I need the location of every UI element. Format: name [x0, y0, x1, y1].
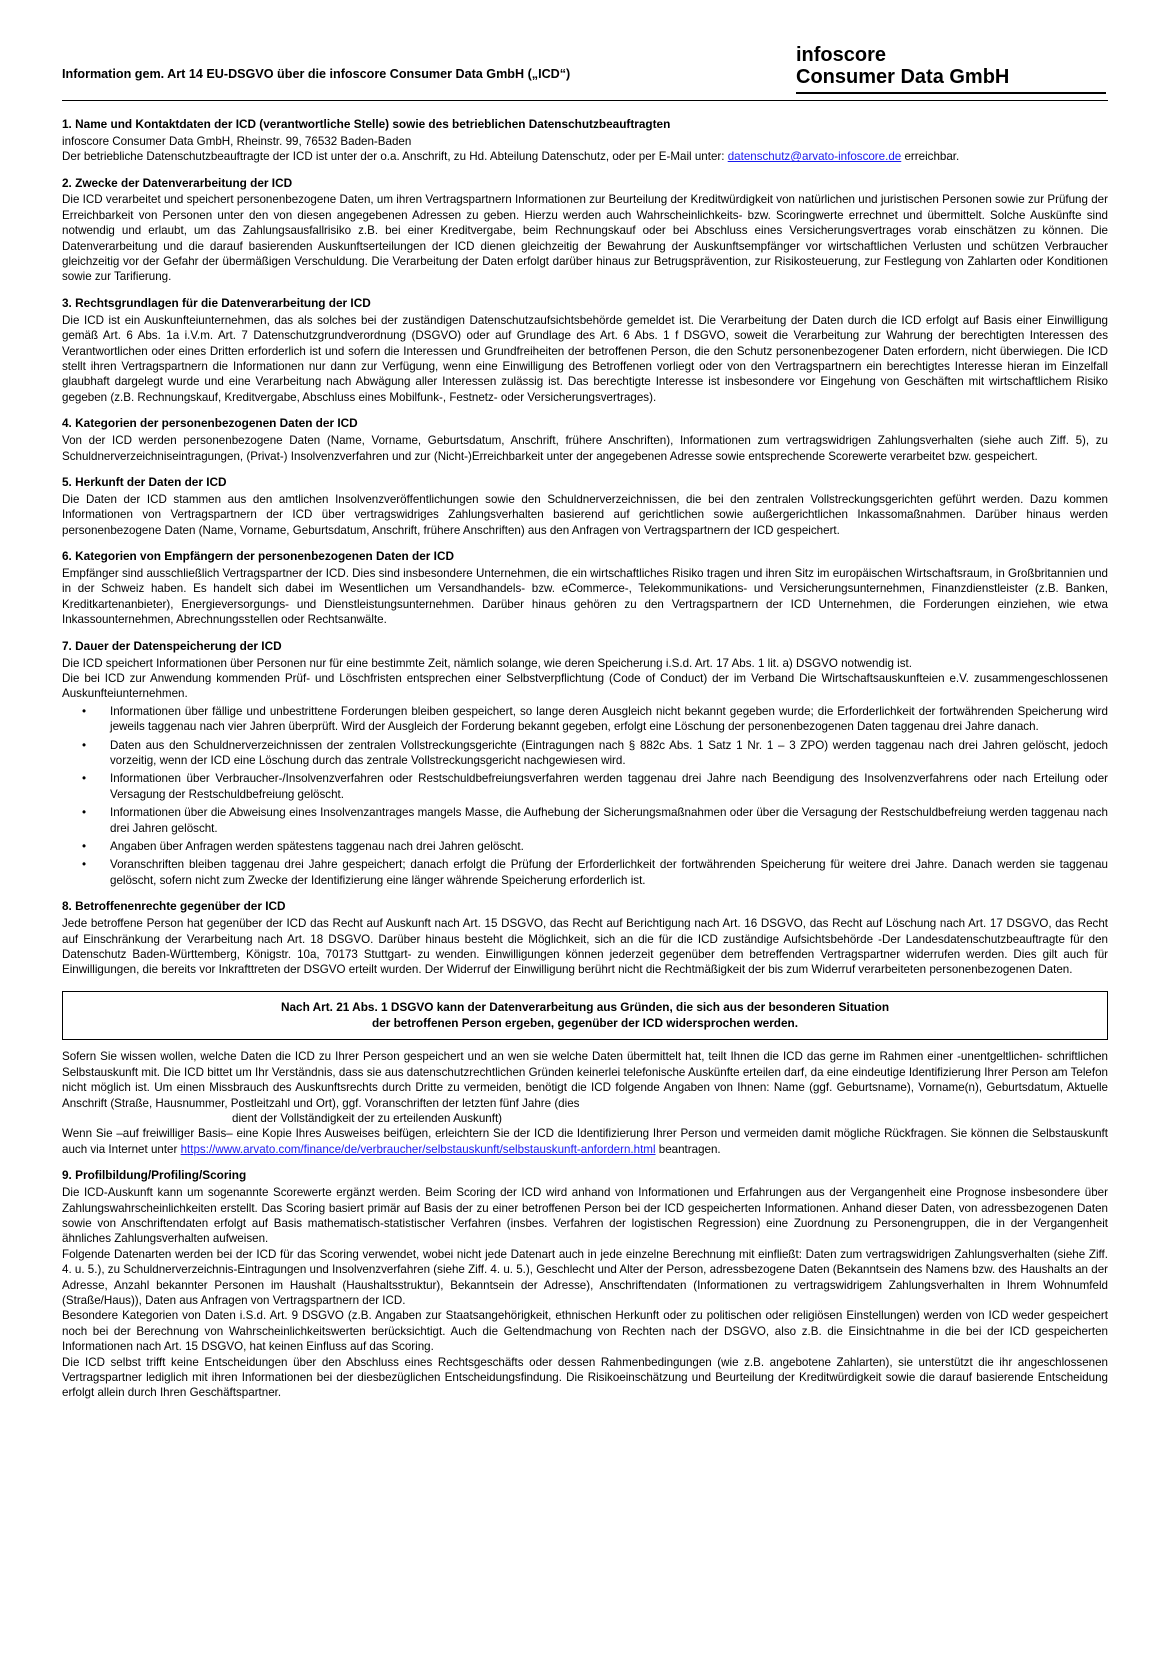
- contact-suffix-text: erreichbar.: [901, 150, 960, 164]
- section-9-text-1: Die ICD-Auskunft kann um sogenannte Scorewerte ergänzt werden. Beim Scoring der ICD wird anhand von Informationen und Erfahrungen aus der Vergangenheit eine Prognose insbesondere über Zahlungswahrscheinlichkeiten erstellt. Das Scoring basiert primär auf Basis der zu einer betroffenen Person bei der ICD gespeicherten Informationen. Anhand dieser Daten, von adressbezogenen Daten sowie von Anschriftendaten erfolgt auf Basis mathematisch-statistischer Verfahren (insbes. Verfahren der logistischen Regression) eine Zuordnung zu Personengruppen, die in der Vergangenheit ähnliches Zahlungsverhalten aufweisen.: [62, 1186, 1108, 1246]
- section-2-text: Die ICD verarbeitet und speichert personenbezogene Daten, um ihren Vertragspartnern Informationen zur Beurteilung der Kreditwürdigkeit von natürlichen und juristischen Personen sowie zur Prüfung der Erreichbarkeit von Personen unter den von diesen angegebenen Adressen zu geben. Hierzu werden auch Wahrscheinlichkeits- bzw. Scoringwerte errechnet und übermittelt. Solche Auskünfte sind notwendig und erlaubt, um das Zahlungsausfallrisiko z.B. bei einer Kreditvergabe, beim Rechnungskauf oder bei Abschluss eines Versicherungsvertrages vorab einschätzen zu können. Die Datenverarbeitung und die darauf basierenden Auskunftserteilungen der ICD dienen gleichzeitig der Bewahrung der Auskunftsempfänger vor wirtschaftlichen Verlusten und schützen Verbraucher gleichzeitig vor der Gefahr der übermäßigen Verschuldung. Die Verarbeitung der Daten erfolgt darüber hinaus zur Betrugsprävention, zur Risikosteuerung, zur Festlegung von Zahlarten oder Konditionen sowie zur Tarifierung.: [62, 193, 1108, 284]
- brand-underline: [796, 92, 1106, 94]
- callout-line-2: der betroffenen Person ergeben, gegenüber der ICD widersprochen werden.: [371, 1016, 799, 1031]
- bullet-marker: •: [82, 806, 87, 820]
- section-heading-5: 5. Herkunft der Daten der ICD: [62, 474, 227, 489]
- list-item-text: Informationen über fällige und unbestrittene Forderungen bleiben gespeichert, so lange deren Ausgleich nicht bekannt gegeben wurde; die Erforderlichkeit der fortwährenden Speicherung wird jeweils taggenau nach vier Jahren überprüft. Wird der Ausgleich der Forderung bekannt gegeben, erfolgt eine Löschung der personenbezogenen Daten taggenau drei Jahre danach.: [110, 704, 1108, 734]
- list-item-text: Angaben über Anfragen werden spätestens taggenau nach drei Jahren gelöscht.: [110, 840, 524, 854]
- section-heading-3: 3. Rechtsgrundlagen für die Datenverarbeitung der ICD: [62, 295, 371, 310]
- list-item: [62, 805, 1108, 836]
- self-disclosure-indent-note: dient der Vollständigkeit der zu erteilenden Auskunft): [232, 1111, 503, 1125]
- id-copy-text-part1: Wenn Sie –auf freiwilliger Basis– eine Kopie Ihres Ausweises beifügen, erleichtern Sie der ICD die Identifizierung Ihrer Person und vermeiden damit mögliche Rückfragen. Sie können die Selbstauskunft auch via Internet unter: [62, 1127, 1108, 1156]
- section-1-address: infoscore Consumer Data GmbH, Rheinstr. 99, 76532 Baden-Baden: [62, 134, 412, 148]
- brand-name-line2: Consumer Data GmbH: [796, 66, 1010, 89]
- brand-name-line1: infoscore: [796, 44, 887, 66]
- section-7-text-2: Die bei ICD zur Anwendung kommenden Prüf- und Löschfristen entsprechen einer Selbstverpflichtung (Code of Conduct) der im Verband Die Wirtschaftsauskunfteien e.V. zusammengeschlossenen Auskunfteiunternehmen.: [62, 671, 1108, 701]
- section-7-bullet-list: [62, 704, 1108, 888]
- company-logo: [796, 44, 1108, 94]
- id-copy-paragraph: [62, 1126, 1108, 1157]
- list-item: [62, 771, 1108, 802]
- id-copy-text-part2: beantragen.: [655, 1142, 721, 1156]
- section-3-text: Die ICD ist ein Auskunfteiunternehmen, das als solches bei der zuständigen Datenschutzaufsichtsbehörde gemeldet ist. Die Verarbeitung der Daten durch die ICD erfolgt auf Basis einer Einwilligung gemäß Art. 6 Abs. 1a i.V.m. Art. 7 Datenschutzgrundverordnung (DSGVO) oder auf Grundlage des Art. 6 Abs. 1 f DSGVO, soweit die Verarbeitung zur Wahrung der berechtigten Interessen des Verantwortlichen oder eines Dritten erforderlich ist und sofern die Interessen und Grundfreiheiten der betroffenen Person, die den Schutz personenbezogener Daten erfordern, nicht überwiegen. Die ICD stellt ihren Vertragspartnern die Informationen nur dann zur Verfügung, wenn eine Einwilligung des Betroffenen vorliegt oder von den Vertragspartnern ein berechtigtes Interesse hieran im Einzelfall glaubhaft dargelegt wurde und eine Verarbeitung nach Abwägung aller Interessen zulässig ist. Das berechtigte Interesse ist insbesondere vor Eingehung von Geschäften mit wirtschaftlichem Risiko gegeben (z.B. Rechnungskauf, Kreditvergabe, Abschluss eines Mobilfunk-, Festnetz- oder Versicherungsvertrages).: [62, 313, 1108, 404]
- self-disclosure-form-link[interactable]: https://www.arvato.com/finance/de/verbraucher/selbstauskunft/selbstauskunft-anfordern.html: [180, 1142, 656, 1156]
- dpo-email-link[interactable]: datenschutz@arvato-infoscore.de: [727, 150, 902, 164]
- bullet-marker: •: [82, 772, 87, 786]
- section-6-text: Empfänger sind ausschließlich Vertragspartner der ICD. Dies sind insbesondere Unternehmen, die ein wirtschaftliches Risiko tragen und ihren Sitz im europäischen Wirtschaftsraum, in Großbritannien und in der Schweiz haben. Es handelt sich dabei im Wesentlichen um Versandhandels- bzw. eCommerce-, Telekommunikations- und Versicherungsunternehmen, Finanzdienstleister (z.B. Banken, Kreditkartenanbieter), Energieversorgungs- und Dienstleistungsunternehmen. Darüber hinaus gehören zu den Vertragspartnern der ICD Unternehmen, die Forderungen einziehen, wie etwa Inkassounternehmen, Abrechnungsstellen oder Rechtsanwälte.: [62, 567, 1108, 627]
- section-5-text: Die Daten der ICD stammen aus den amtlichen Insolvenzveröffentlichungen sowie den Schuldnerverzeichnissen, die bei den zentralen Vollstreckungsgerichten geführt werden. Dazu kommen Informationen von Vertragspartnern der ICD über vertragswidriges Zahlungsverhalten basierend auf gerichtlichen sowie außergerichtlichen Inkassomaßnahmen. Darüber hinaus werden personenbezogene Daten (Name, Vorname, Geburtsdatum, Anschrift, frühere Anschriften) aus den Anfragen von Vertragspartnern der ICD gespeichert.: [62, 492, 1108, 537]
- section-heading-4: 4. Kategorien der personenbezogenen Daten der ICD: [62, 416, 358, 431]
- section-4-text: Von der ICD werden personenbezogene Daten (Name, Vorname, Geburtsdatum, Anschrift, frühere Anschriften), Informationen zum vertragswidrigen Zahlungsverhalten (siehe auch Ziff. 5), zu Schuldnerverzeichniseintragungen, (Privat-) Insolvenzverfahren und zur (Nicht-)Erreichbarkeit unter der angegebenen Adresse sowie entsprechende Scorewerte verarbeitet bzw. gespeichert.: [62, 434, 1108, 463]
- list-item: [62, 704, 1108, 735]
- list-item: [62, 857, 1108, 888]
- bullet-marker: •: [82, 840, 87, 854]
- list-item: [62, 738, 1108, 769]
- bullet-marker: •: [82, 738, 87, 752]
- section-heading-8: 8. Betroffenenrechte gegenüber der ICD: [62, 899, 286, 914]
- self-disclosure-text: Sofern Sie wissen wollen, welche Daten die ICD zu Ihrer Person gespeichert und an wen sie welche Daten übermittelt hat, teilt Ihnen die ICD das gerne im Rahmen einer -unentgeltlichen- schriftlichen Selbstauskunft mit. Die ICD bittet um Ihr Verständnis, dass sie aus datenschutzrechtlichen Gründen keinerlei telefonische Auskünfte erteilen darf, da eine eindeutige Identifizierung Ihrer Person am Telefon nicht möglich ist. Um einen Missbrauch des Auskunftsrechts durch Dritte zu vermeiden, benötigt die ICD folgende Angaben von Ihnen: Name (ggf. Geburtsname), Vorname(n), Geburtsdatum, Aktuelle Anschrift (Straße, Hausnummer, Postleitzahl und Ort), ggf. Voranschriften der letzten fünf Jahre (dies: [62, 1050, 1108, 1110]
- list-item-text: Voranschriften bleiben taggenau drei Jahre gespeichert; danach erfolgt die Prüfung der Erforderlichkeit der fortwährenden Speicherung für weitere drei Jahre. Danach werden sie taggenau gelöscht, sofern nicht zum Zwecke der Identifizierung eine länger währende Speicherung erforderlich ist.: [110, 858, 1108, 887]
- section-heading-2: 2. Zwecke der Datenverarbeitung der ICD: [62, 175, 293, 190]
- callout-line-1: Nach Art. 21 Abs. 1 DSGVO kann der Datenverarbeitung aus Gründen, die sich aus der besonderen Situation: [280, 999, 890, 1014]
- section-1-contact: [62, 149, 1108, 164]
- list-item: [62, 839, 1108, 854]
- section-8-text: Jede betroffene Person hat gegenüber der ICD das Recht auf Auskunft nach Art. 15 DSGVO, das Recht auf Berichtigung nach Art. 16 DSGVO, das Recht auf Löschung nach Art. 17 DSGVO, das Recht auf Einschränkung der Verarbeitung nach Art. 18 DSGVO. Darüber hinaus besteht die Möglichkeit, sich an die für die ICD zuständige Aufsichtsbehörde -Der Landesdatenschutzbeauftragte für den Datenschutz Baden-Württemberg, Königstr. 10a, 70173 Stuttgart- zu wenden. Einwilligungen können jederzeit gegenüber dem betreffenden Vertragspartner widerrufen werden. Dies gilt auch für Einwilligungen, die bereits vor Inkrafttreten der DSGVO erteilt wurden. Der Widerruf der Einwilligung berührt nicht die Rechtmäßigkeit der bis zum Widerruf verarbeiteten personenbezogenen Daten.: [62, 917, 1108, 977]
- bullet-marker: •: [82, 858, 87, 872]
- section-heading-6: 6. Kategorien von Empfängern der personenbezogenen Daten der ICD: [62, 549, 454, 564]
- section-9-text-3: Besondere Kategorien von Daten i.S.d. Art. 9 DSGVO (z.B. Angaben zur Staatsangehörigkeit, ethnischen Herkunft oder zu politischen oder religiösen Einstellungen) werden von ICD weder gespeichert noch bei der Berechnung von Wahrscheinlichkeitswerten berücksichtigt. Auch die Geltendmachung von Rechten nach der DSGVO, also z.B. die Einsichtnahme in die bei der ICD gespeicherten Informationen nach Art. 15 DSGVO, hat keinen Einfluss auf das Scoring.: [62, 1309, 1108, 1354]
- section-heading-7: 7. Dauer der Datenspeicherung der ICD: [62, 638, 282, 653]
- list-item-text: Informationen über die Abweisung eines Insolvenzantrages mangels Masse, die Aufhebung der Sicherungsmaßnahmen oder über die Versagung der Restschuldbefreiung werden taggenau nach drei Jahren gelöscht.: [110, 806, 1108, 835]
- document-header: [62, 44, 1108, 94]
- contact-prefix-text: Der betriebliche Datenschutzbeauftragte der ICD ist unter der o.a. Anschrift, zu Hd. Abteilung Datenschutz, oder per E-Mail unter:: [62, 150, 728, 164]
- list-item-text: Informationen über Verbraucher-/Insolvenzverfahren oder Restschuldbefreiungsverfahren werden taggenau drei Jahre nach Beendigung des Insolvenzverfahrens oder nach Erteilung oder Versagung der Restschuldbefreiung gelöscht.: [110, 772, 1108, 801]
- bullet-marker: •: [82, 704, 87, 718]
- document-title: Information gem. Art 14 EU-DSGVO über die infoscore Consumer Data GmbH („ICD“): [62, 67, 571, 81]
- objection-callout-box: [62, 991, 1108, 1041]
- header-divider: [62, 100, 1108, 101]
- list-item-text: Daten aus den Schuldnerverzeichnissen der zentralen Vollstreckungsgerichte (Eintragungen nach § 882c Abs. 1 Satz 1 Nr. 1 – 3 ZPO) werden taggenau nach drei Jahren gelöscht, jedoch vorzeitig, wenn der ICD eine Löschung durch das zentrale Vollstreckungsgericht nachgewiesen wird.: [110, 738, 1108, 768]
- section-9-text-4: Die ICD selbst trifft keine Entscheidungen über den Abschluss eines Rechtsgeschäfts oder dessen Rahmenbedingungen (wie z.B. angebotene Zahlarten), sie unterstützt die ihr angeschlossenen Vertragspartner lediglich mit ihren Informationen bei der diesbezüglichen Entscheidungsfindung. Die Risikoeinschätzung und Beurteilung der Kreditwürdigkeit sowie die darauf basierende Entscheidung erfolgt allein durch Ihren Geschäftspartner.: [62, 1355, 1108, 1400]
- self-disclosure-paragraph: [62, 1049, 1108, 1126]
- section-9-text-2: Folgende Datenarten werden bei der ICD für das Scoring verwendet, wobei nicht jede Datenart auch in jede einzelne Berechnung mit einfließt: Daten zum vertragswidrigen Zahlungsverhalten (siehe Ziff. 4. u. 5.), zu Schuldnerverzeichnis-Eintragungen und Insolvenzverfahren (siehe Ziff. 4. u. 5.), Geschlecht und Alter der Person, adressbezogene Daten (Bekanntsein des Namens bzw. des Haushalts an der Adresse, Anzahl bekannter Personen im Haushalt (Haushaltsstruktur), Bekanntsein der Adresse), Anschriftendaten (Informationen zu vertragswidrigem Zahlungsverhalten in Ihrem Wohnumfeld (Straße/Haus)), Daten aus Anfragen von Vertragspartnern der ICD.: [62, 1247, 1108, 1307]
- section-heading-9: 9. Profilbildung/Profiling/Scoring: [62, 1168, 247, 1183]
- section-7-text-1: Die ICD speichert Informationen über Personen nur für eine bestimmte Zeit, nämlich solange, wie deren Speicherung i.S.d. Art. 17 Abs. 1 lit. a) DSGVO notwendig ist.: [62, 656, 912, 670]
- section-heading-1: 1. Name und Kontaktdaten der ICD (verantwortliche Stelle) sowie des betrieblichen Datenschutzbeauftragten: [62, 116, 671, 131]
